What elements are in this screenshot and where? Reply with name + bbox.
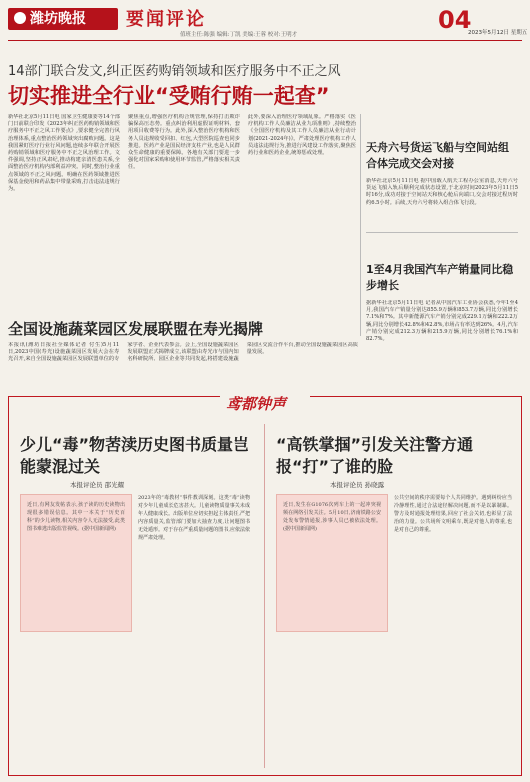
page-number: 04 (438, 6, 472, 34)
item2-headline: 天舟六号货运飞船与空间站组合体完成交会对接 (366, 141, 509, 170)
item4-headline: 全国设施蔬菜园区发展联盟在寿光揭牌 (8, 320, 264, 338)
section-title: 要闻评论 (126, 9, 206, 30)
commentary2-headline: “高铁掌掴”引发关注警方通报“打”了谁的脸 (276, 435, 474, 476)
lead-column-3: 此外,要深入治理医疗领域乱象。严格落实《医疗机构工作人员廉洁从业九项准则》,持续整治《全国医疗机构及其工作人员廉洁从业行动计划(2021-2024年)》。严肃处理医疗机构工作人员违法违规行为,推进行风建设工作落实,聚焦医药行业和医药企业,统筹惩戒处理。 (248, 114, 356, 157)
commentary1-headline: 少儿“毒”物䓏渎历史图书质量岂能蒙混过关 (20, 435, 250, 476)
item-divider (366, 232, 518, 233)
item2-body: 新华社北京5月11日电 据中国载人航天工程办公室消息,天舟六号货运飞船入轨后顺利完成状态设置,于北京时间2023年5月11日5时16分,成功对接于空间站天和核心舱后向端口,交会对接过程历时约6.5小时。后续,天舟六号将转入组合体飞行段。 (366, 178, 518, 206)
column-divider (360, 114, 361, 336)
commentary2-quote-box (276, 494, 388, 632)
commentary-divider (264, 424, 265, 768)
item3-headline: 1至4月我国汽车产销量同比稳步增长 (366, 263, 514, 292)
commentary1-quote-box (20, 494, 132, 632)
header-rule (8, 40, 522, 41)
commentary2-quote: 近日,发生在G1076次列车上的一起冲突视频在网络引发关注。5月10日,济南铁路公安处发布警情通报,涉事人员已被依法处理。(据中国新闻网) (283, 502, 381, 532)
item3-body: 据新华社北京5月11日电 记者从中国汽车工业协会获悉,今年1至4月,我国汽车产销量分别达855.9万辆和853.7万辆,同比分别增长7.1%和7%。其中新能源汽车产销分别完成229.1万辆和222.2万辆,同比分别增长42.8%和42.8%,市场占有率达到26%。4月,汽车产销分别完成212.3万辆和215.9万辆,同比分别增长76.1%和82.7%。 (366, 300, 518, 343)
item4-body: 本报讯(潍坊日报社全媒体记者 付生)5月11日,2023中国(寿光)设施蔬菜园区发展大会在寿光召开,来自全国设施蔬菜园区发展联盟单位的专家学者、企业代表参会。会上,全国设施蔬菜园区发展联盟正式揭牌成立,该联盟由寿光市与国内知名科研院所、园区企业等共同发起,将搭建设施蔬菜园区交流合作平台,推动全国设施蔬菜园区高质量发展。 (8, 342, 358, 363)
column-name: 鸢都钟声 (226, 395, 287, 413)
newspaper-logo (8, 8, 118, 30)
issue-date: 2023年5月12日 星期五 (468, 30, 528, 36)
editors-line: 值班主任:陈强 编辑:丁凯 美编:王蓉 校对:王明才 (180, 32, 298, 38)
lead-headline: 切实推进全行业“受贿行贿一起查” (8, 84, 330, 108)
logo-icon (14, 12, 26, 24)
commentary2-body: 公共空间的秩序需要每个人共同维护。遇到纠纷应当冷静理性,通过合法途径解决问题,而不是以暴制暴。警方及时通报处理结果,回应了社会关切,也彰显了法治的力量。公共场所文明乘车,既是对他人的尊重,也是对自己的尊重。 (394, 495, 512, 533)
lead-column-1: 新华社北京5月11日电 国家卫生健康委等14个部门日前联合印发《2023年纠正医药购销领域和医疗服务中不正之风工作要点》,要求健全完善行风治理体系,重点整治医药领域突出腐败问题。这是我国紧盯医疗行业行风问题,连续多年联合开展医药购销领域和医疗服务中不正之风治理工作。文件强调,坚持正风肃纪,推动构建亲清医患关系,全面整治医疗机构内部利益冲突。同时,整治行业重点领域的不正之风问题。明确在医药领域推进医保基金使用和药品集中带量采购,打击违法违规行为。 (8, 114, 120, 193)
commentary1-body: 2023年的“毒教材”事件教训深刻。这类“毒”读物对少年儿童成长危害甚大。儿童读物质量事关未成年人健康成长。出版单位应切实担起主体责任,严把内容质量关,监管部门要加大抽查力度,让问题图书无处遁形。对于存在严重质量问题的图书,应依法依规严肃处理。 (138, 495, 250, 541)
commentary1-byline: 本报评论员 邵光耀 (70, 481, 125, 489)
newspaper-logo-text: 潍坊晚报 (30, 11, 86, 27)
lead-column-2: 聚焦重点,增强医疗机构合规管理,保持打击欺诈骗保高压态势。重点纠治利用虚假证明材料、套用项目收费等行为。此外,深入整治医疗机构和医务人员违规收受回扣、红包,大型医院巡查也同步推进。医药产业是国民经济支柱产业,也是人民群众生命健康的重要保障。各地有关部门要进一步强化对国家采购和使用环节监管,严格落实相关责任。 (128, 114, 240, 171)
commentary2-byline: 本报评论员 孙晓露 (330, 481, 385, 489)
lead-kicker: 14部门联合发文,纠正医药购销领域和医疗服务中不正之风 (8, 64, 341, 79)
commentary1-quote: 近日,有网友发帖表示,孩子读的历史读物出现很多错误信息。其中一本关于“历史百科”的少儿读物,相关内容令人无法接受,此类图书难逃出版监管视线。(据中国新闻网) (27, 502, 125, 532)
